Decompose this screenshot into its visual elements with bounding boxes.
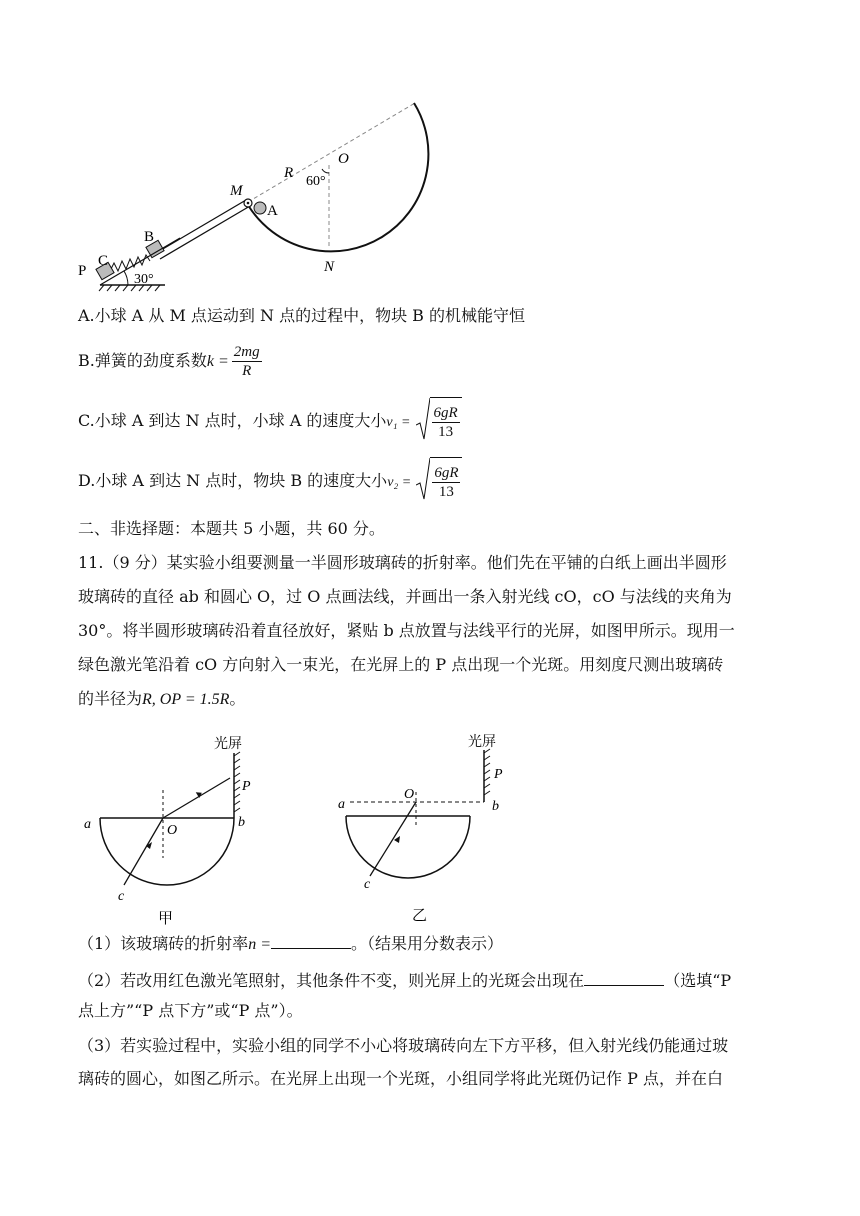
option-b [78, 338, 265, 384]
label-n: N [324, 259, 335, 275]
caption-jia: 甲 [158, 909, 174, 927]
option-c [78, 397, 462, 445]
label-a-yi: a [338, 797, 345, 812]
option-b-den: R [242, 363, 252, 379]
rod-upper [156, 200, 246, 253]
sub-q3-line-1: （3）若实验过程中，实验小组的同学不小心将玻璃砖向左下方平移，但入射光线仍能通过玻 [78, 1036, 729, 1055]
sub-q1 [78, 932, 503, 956]
incident-ray [124, 818, 163, 885]
figure-yi [336, 728, 526, 928]
label-m: M [230, 183, 243, 199]
q11-line-3: 30°。将半圆形玻璃砖沿着直径放好，紧贴 b 点放置与法线平行的光屏，如图甲所示。现用一 [78, 621, 735, 640]
label-a-jia: a [84, 817, 91, 832]
dashed-line-mo [248, 103, 415, 202]
figure-jia [80, 728, 270, 928]
option-b-fraction [232, 343, 262, 380]
label-c: C [98, 253, 109, 269]
answer-blank-1[interactable] [271, 932, 351, 949]
ball-a [254, 202, 266, 214]
answer-blank-2[interactable] [584, 969, 664, 986]
spring [110, 255, 150, 271]
q11-line-4: 绿色激光笔沿着 cO 方向射入一束光，在光屏上的 P 点出现一个光斑。用刻度尺测出玻璃砖 [78, 655, 724, 674]
q11-line-2: 玻璃砖的直径 ab 和圆心 O，过 O 点画法线，并画出一条入射光线 cO，cO 与法线的夹角为 [78, 587, 732, 606]
label-screen-jia: 光屏 [214, 736, 242, 752]
label-a: A [267, 203, 278, 219]
label-p-yi: P [494, 767, 503, 782]
label-b-jia: b [238, 815, 245, 830]
label-p-jia: P [242, 779, 251, 794]
option-d-lhs: v₂ = [387, 475, 412, 490]
option-c-den: 13 [438, 424, 454, 440]
sub-q2-line-2: 点上方”“P 点下方”或“P 点”）。 [78, 1001, 303, 1020]
q11-line-5-text: 的半径为 [78, 689, 143, 708]
semicircle-track [248, 103, 428, 251]
sub-q1-suffix: 。（结果用分数表示） [350, 934, 503, 953]
option-c-num: 6gR [433, 405, 458, 421]
label-o-jia: O [167, 823, 178, 838]
sub-q2-suffix: （选填“P [664, 971, 732, 990]
q11-line-5-suffix: 。 [229, 689, 246, 708]
label-screen-yi: 光屏 [468, 734, 496, 750]
label-c-yi: c [364, 877, 371, 892]
label-30: 30° [134, 272, 154, 287]
incident-ray-yi [370, 802, 416, 876]
section-heading: 二、非选择题：本题共 5 小题，共 60 分。 [78, 519, 385, 538]
option-d-sqrt [416, 457, 462, 506]
label-60: 60° [306, 174, 326, 189]
option-b-num: 2mg [233, 344, 260, 360]
q11-line-5-math: R, OP = 1.5R [142, 691, 230, 708]
option-d-den: 13 [438, 484, 454, 500]
label-b-yi: b [492, 799, 499, 814]
rod-lower [160, 206, 250, 259]
sub-q2-text: （2）若改用红色激光笔照射，其他条件不变，则光屏上的光斑会出现在 [78, 971, 585, 990]
option-a: A.小球 A 从 M 点运动到 N 点的过程中，物块 B 的机械能守恒 [78, 306, 526, 325]
option-b-text: B.弹簧的劲度系数 [78, 351, 207, 370]
label-b: B [144, 229, 155, 245]
option-b-lhs: k = [206, 353, 229, 370]
option-c-lhs: v₁ = [386, 415, 411, 430]
option-d-num: 6gR [434, 465, 459, 481]
sub-q1-var: n = [248, 936, 271, 953]
sub-q3-line-2: 璃砖的圆心，如图乙所示。在光屏上出现一个光斑，小组同学将此光斑仍记作 P 点，并在白 [78, 1069, 723, 1088]
sub-q2 [78, 969, 731, 992]
refracted-ray [163, 778, 230, 818]
option-d [78, 457, 462, 505]
label-c-jia: c [118, 889, 125, 904]
label-o-yi: O [404, 787, 415, 802]
option-c-text: C.小球 A 到达 N 点时，小球 A 的速度大小 [78, 411, 387, 430]
label-o: O [338, 151, 349, 167]
q11-line-5 [78, 688, 245, 711]
label-p: P [78, 263, 87, 279]
caption-yi: 乙 [412, 906, 428, 924]
option-c-sqrt [416, 397, 462, 446]
figure-top [70, 95, 440, 295]
q11-line-1: 11.（9 分）某实验小组要测量一半圆形玻璃砖的折射率。他们先在平铺的白纸上画出半圆形 [78, 553, 727, 572]
label-r: R [284, 165, 294, 181]
option-d-text: D.小球 A 到达 N 点时，物块 B 的速度大小 [78, 471, 388, 490]
glass-semicircle-shifted [346, 816, 470, 878]
sub-q1-text: （1）该玻璃砖的折射率 [78, 934, 249, 953]
